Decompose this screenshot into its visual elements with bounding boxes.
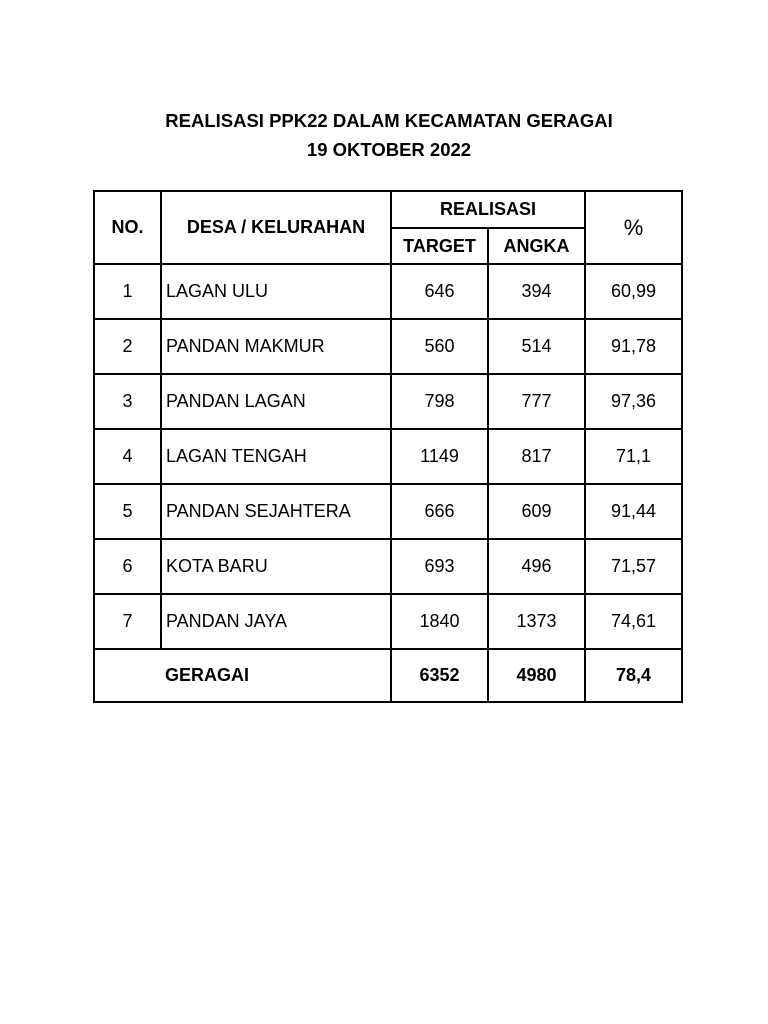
row-no: 4 <box>94 429 161 484</box>
header-realisasi: REALISASI <box>391 191 585 228</box>
row-target: 798 <box>391 374 488 429</box>
realisasi-table <box>93 190 683 703</box>
row-desa: PANDAN SEJAHTERA <box>161 484 391 539</box>
row-angka: 514 <box>488 319 585 374</box>
total-label: GERAGAI <box>161 649 391 702</box>
row-target: 560 <box>391 319 488 374</box>
row-angka: 394 <box>488 264 585 319</box>
title-line-1: REALISASI PPK22 DALAM KECAMATAN GERAGAI <box>165 110 613 131</box>
header-angka: ANGKA <box>488 228 585 264</box>
total-angka: 4980 <box>488 649 585 702</box>
title-line-2: 19 OKTOBER 2022 <box>306 139 472 160</box>
document-title <box>0 106 768 164</box>
row-no: 5 <box>94 484 161 539</box>
row-desa: LAGAN TENGAH <box>161 429 391 484</box>
row-no: 6 <box>94 539 161 594</box>
row-desa: PANDAN LAGAN <box>161 374 391 429</box>
row-target: 1149 <box>391 429 488 484</box>
row-percent: 97,36 <box>585 374 682 429</box>
row-percent: 71,57 <box>585 539 682 594</box>
row-percent: 71,1 <box>585 429 682 484</box>
total-row <box>94 649 682 702</box>
table-row <box>94 539 682 594</box>
table-row <box>94 374 682 429</box>
table-row <box>94 484 682 539</box>
row-no: 1 <box>94 264 161 319</box>
row-angka: 777 <box>488 374 585 429</box>
table-row <box>94 319 682 374</box>
row-no: 3 <box>94 374 161 429</box>
row-target: 1840 <box>391 594 488 649</box>
row-no: 7 <box>94 594 161 649</box>
total-no-cell <box>94 649 161 702</box>
row-percent: 91,44 <box>585 484 682 539</box>
row-angka: 609 <box>488 484 585 539</box>
row-no: 2 <box>94 319 161 374</box>
row-percent: 60,99 <box>585 264 682 319</box>
row-angka: 1373 <box>488 594 585 649</box>
row-percent: 91,78 <box>585 319 682 374</box>
header-percent: % <box>585 191 682 264</box>
table-row <box>94 429 682 484</box>
row-target: 646 <box>391 264 488 319</box>
total-percent: 78,4 <box>585 649 682 702</box>
header-no: NO. <box>94 191 161 264</box>
row-angka: 496 <box>488 539 585 594</box>
table-row <box>94 264 682 319</box>
row-percent: 74,61 <box>585 594 682 649</box>
row-angka: 817 <box>488 429 585 484</box>
row-desa: KOTA BARU <box>161 539 391 594</box>
row-desa: PANDAN JAYA <box>161 594 391 649</box>
row-desa: LAGAN ULU <box>161 264 391 319</box>
row-desa: PANDAN MAKMUR <box>161 319 391 374</box>
table-row <box>94 594 682 649</box>
row-target: 666 <box>391 484 488 539</box>
header-desa: DESA / KELURAHAN <box>161 191 391 264</box>
row-target: 693 <box>391 539 488 594</box>
header-target: TARGET <box>391 228 488 264</box>
total-target: 6352 <box>391 649 488 702</box>
